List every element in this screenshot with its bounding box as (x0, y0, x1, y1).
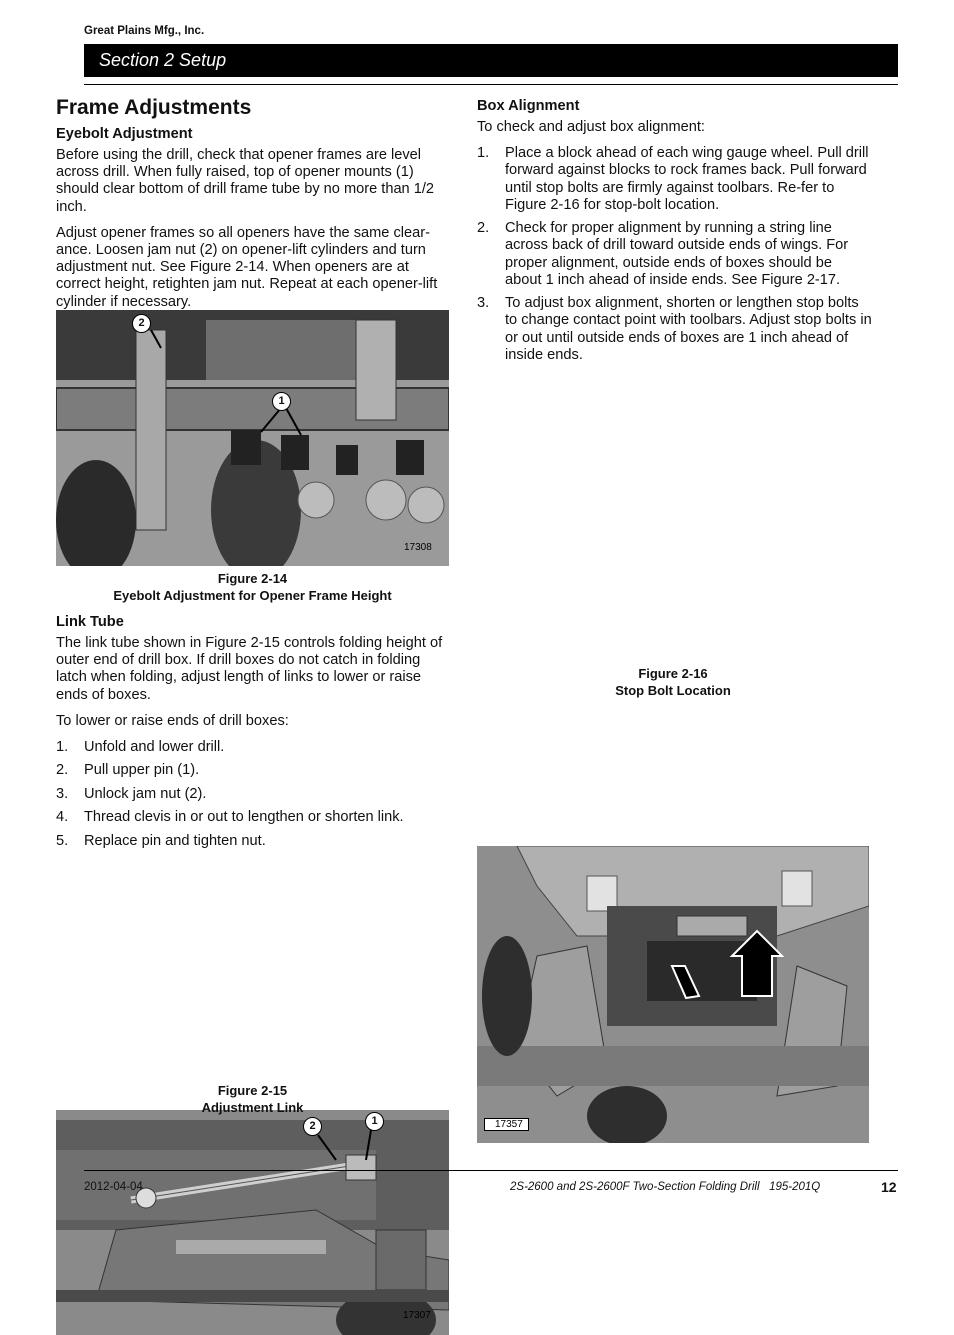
step-text: Unlock jam nut (2). (84, 785, 207, 802)
list-item (56, 739, 450, 756)
figure-2-16-caption (477, 665, 869, 699)
figure-photo-number: 17308 (404, 542, 432, 553)
callout-1: 1 (272, 392, 291, 411)
figure-2-15-caption (56, 1082, 449, 1116)
list-item (56, 786, 450, 803)
step-number: 4. (56, 809, 69, 826)
step-text: Place a block ahead of each wing gauge wheel. Pull drill forward against blocks to rock frames back. Pull forward until stop bolts are firmly against toolbars. Re-fer to Figure 2-16 for stop-bolt location. (505, 145, 869, 213)
step-number: 1. (56, 739, 69, 756)
eyebolt-photo-illustration (56, 310, 449, 566)
figure-photo-number: 17307 (403, 1310, 431, 1321)
step-number: 3. (477, 295, 490, 312)
callout-1: 1 (365, 1112, 384, 1131)
link-tube-paragraph-1: The link tube shown in Figure 2-15 controls folding height of outer end of drill box. If drill boxes do not catch in folding latch when folding, adjust length of links to lower or raise ends of boxes. (56, 635, 443, 703)
caption-figure-number: Figure 2-16 (638, 666, 708, 681)
caption-figure-title: Eyebolt Adjustment for Opener Frame Height (113, 588, 392, 603)
callout-2: 2 (303, 1117, 322, 1136)
box-alignment-heading: Box Alignment (477, 98, 580, 114)
list-item (56, 833, 450, 850)
step-number: 5. (56, 832, 69, 849)
list-item (477, 295, 872, 364)
adjustment-link-photo-illustration (56, 1110, 449, 1335)
step-text: Thread clevis in or out to lengthen or shorten link. (84, 809, 404, 826)
footer-date: 2012-04-04 (84, 1181, 143, 1193)
list-item (477, 145, 872, 214)
link-tube-heading: Link Tube (56, 614, 124, 630)
left-column (56, 96, 450, 313)
figure-2-15-photo (56, 1110, 449, 1335)
footer-divider (84, 1170, 898, 1171)
header-divider (84, 84, 898, 85)
figure-photo-number: 17357 (484, 1118, 529, 1131)
right-column (477, 98, 872, 372)
step-text: Check for proper alignment by running a string line across back of drill toward outside ends of wings. For proper alignment, outside ends of boxes should be about 1 inch ahead of inside ends. See Figure 2-17. (505, 220, 849, 288)
page-number: 12 (881, 1179, 897, 1195)
step-text: Unfold and lower drill. (84, 739, 225, 756)
link-tube-steps (56, 739, 450, 850)
eyebolt-paragraph-2: Adjust opener frames so all openers have the same clear-ance. Loosen jam nut (2) on opener-lift cylinders and turn adjustment nut. See Figure 2-14. When openers are at correct height, retighten jam nut. Repeat at each opener-lift cylinder if necessary. (56, 224, 438, 310)
eyebolt-paragraph-1: Before using the drill, check that opener frames are level across drill. When fully raised, top of opener mounts (1) should clear bottom of drill frame tube by no more than 1/2 inch. (56, 147, 435, 215)
step-text: Replace pin and tighten nut. (84, 832, 266, 849)
callout-2: 2 (132, 314, 151, 333)
stop-bolt-photo-illustration (477, 846, 869, 1143)
step-number: 1. (477, 145, 490, 162)
page-title: Frame Adjustments (56, 96, 252, 119)
figure-2-16-photo (477, 846, 869, 1143)
link-tube-section (56, 614, 450, 858)
figure-2-14-caption (56, 570, 449, 604)
list-item (56, 809, 450, 826)
eyebolt-heading: Eyebolt Adjustment (56, 126, 193, 142)
box-alignment-intro: To check and adjust box alignment: (477, 119, 705, 135)
caption-figure-title: Stop Bolt Location (615, 683, 731, 698)
box-alignment-steps (477, 145, 872, 364)
step-number: 2. (56, 762, 69, 779)
list-item (477, 220, 872, 289)
footer-document-title: 2S-2600 and 2S-2600F Two-Section Folding Drill 195-201Q (510, 1181, 821, 1193)
caption-figure-title: Adjustment Link (201, 1100, 304, 1115)
company-name: Great Plains Mfg., Inc. (84, 25, 205, 37)
list-item (56, 762, 450, 779)
caption-figure-number: Figure 2-14 (217, 571, 288, 586)
section-banner: Section 2 Setup (84, 44, 898, 77)
step-number: 3. (56, 785, 69, 802)
step-number: 2. (477, 220, 490, 237)
caption-figure-number: Figure 2-15 (217, 1083, 288, 1098)
step-text: Pull upper pin (1). (84, 762, 200, 779)
link-tube-paragraph-2: To lower or raise ends of drill boxes: (56, 712, 289, 729)
step-text: To adjust box alignment, shorten or lengthen stop bolts to change contact point with toolbars. Adjust stop bolts in or out until outside ends of boxes are 1 inch ahead of inside ends. (505, 295, 872, 363)
figure-2-14-photo (56, 310, 449, 566)
